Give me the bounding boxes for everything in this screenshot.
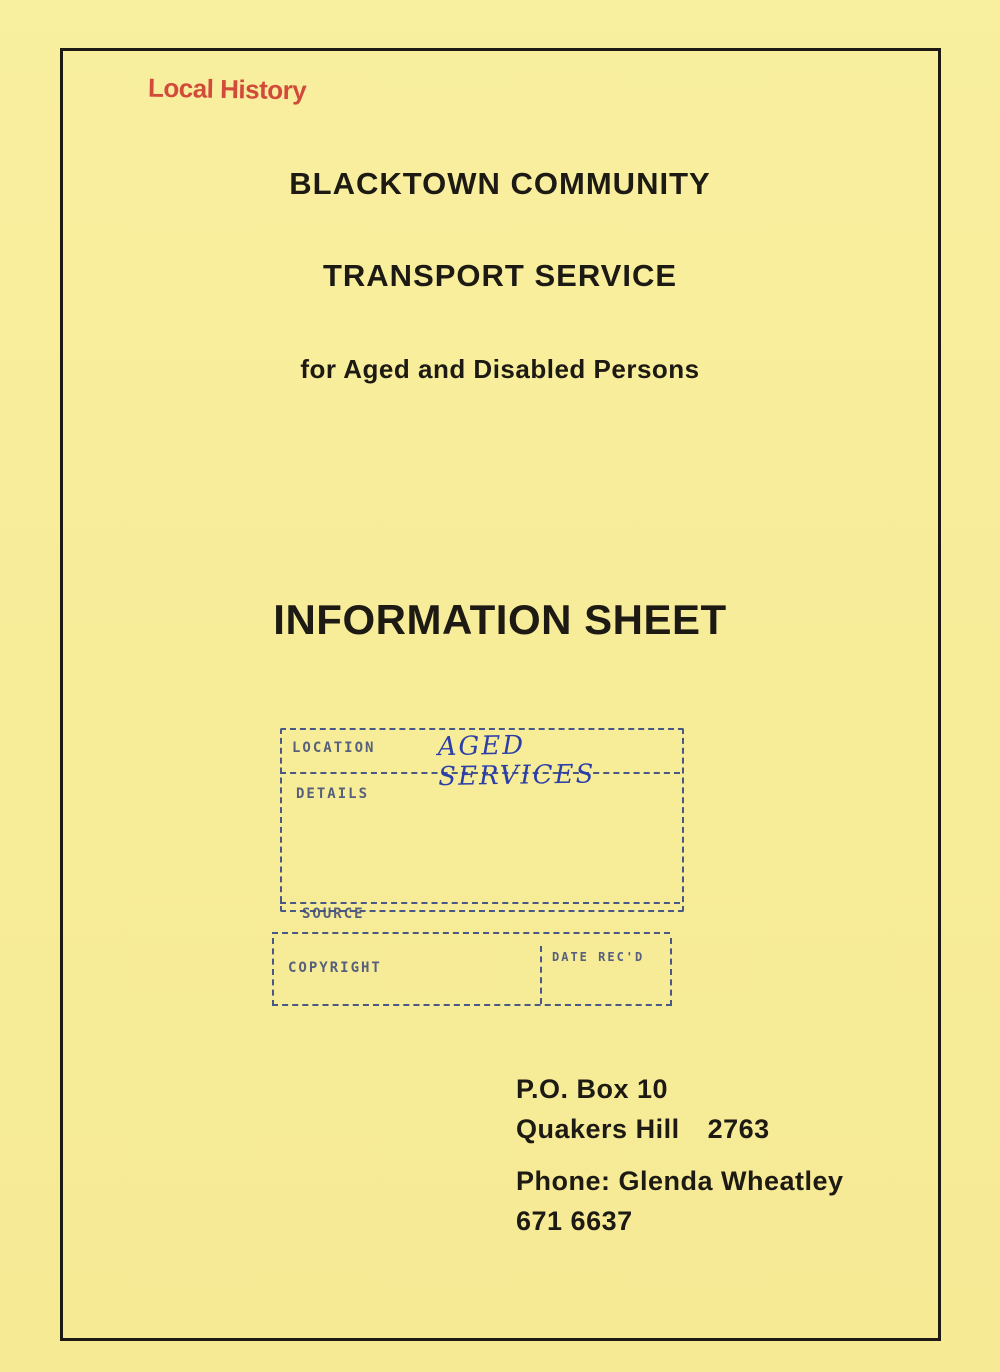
location-handwritten-value: AGED SERVICES (437, 730, 596, 793)
stamp-divider (280, 902, 680, 904)
phone-contact: Phone: Glenda Wheatley (516, 1166, 844, 1196)
date-received-label: DATE REC'D (552, 950, 645, 964)
page-border (60, 48, 941, 1341)
phone-number: 671 6637 (516, 1206, 633, 1236)
stamp-divider (272, 932, 670, 934)
local-history-stamp: Local History (147, 72, 307, 106)
po-box: P.O. Box 10 (516, 1074, 669, 1104)
title-line-2: TRANSPORT SERVICE (322, 258, 678, 293)
copyright-label: COPYRIGHT (288, 960, 382, 976)
suburb-line (516, 1114, 770, 1145)
source-label: SOURCE (302, 906, 365, 922)
location-label: LOCATION (292, 740, 376, 756)
library-catalog-stamp (270, 722, 680, 1012)
information-sheet-heading: INFORMATION SHEET (273, 596, 727, 643)
postcode: 2763 (707, 1114, 770, 1144)
details-label: DETAILS (296, 786, 370, 802)
subtitle: for Aged and Disabled Persons (300, 354, 700, 384)
title-line-1: BLACKTOWN COMMUNITY (289, 166, 711, 201)
suburb: Quakers Hill (516, 1114, 680, 1144)
